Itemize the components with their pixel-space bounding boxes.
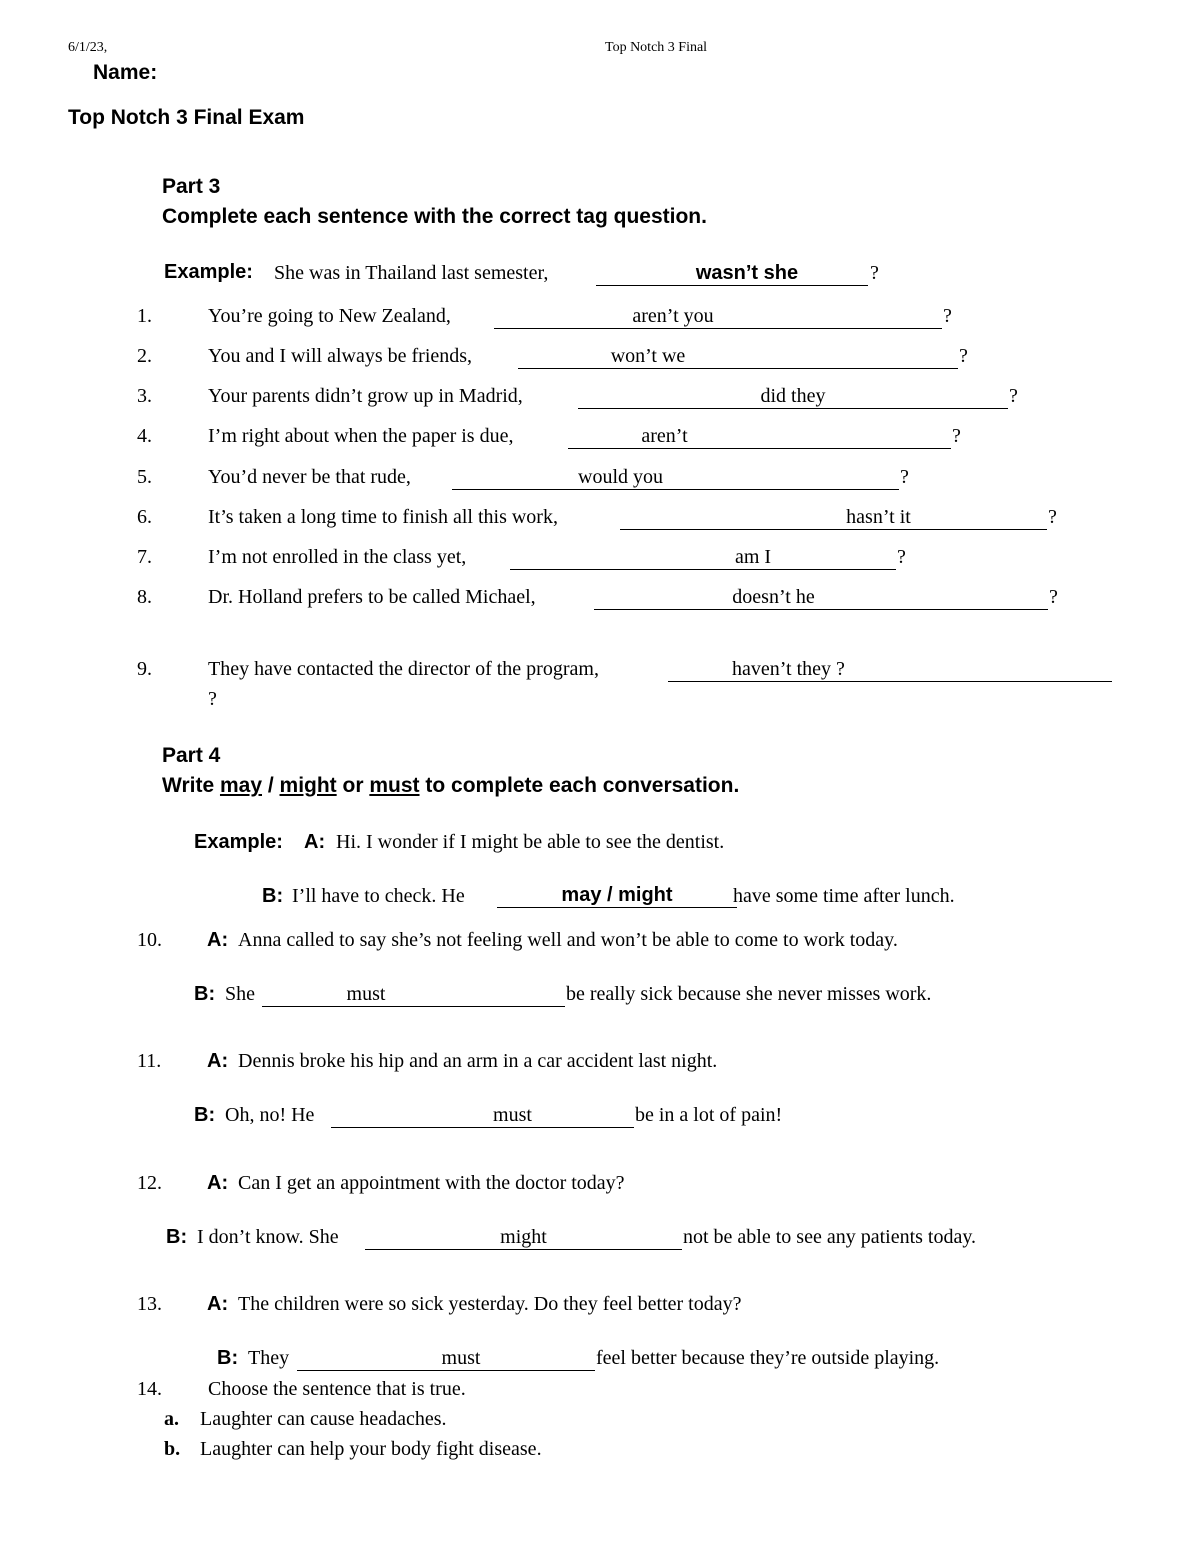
- question-number: 4.: [137, 425, 152, 447]
- answer-blank: [494, 305, 942, 329]
- question-end: ?: [208, 688, 217, 710]
- answer-text: won’t we: [610, 345, 686, 367]
- question-number: 8.: [137, 586, 152, 608]
- speaker-a-label: A:: [207, 1293, 229, 1315]
- question-end: ?: [897, 546, 906, 568]
- answer-text: must: [346, 983, 386, 1005]
- question-number: 6.: [137, 506, 152, 528]
- answer-text: doesn’t he: [732, 586, 815, 608]
- question-text: I’m right about when the paper is due,: [208, 425, 514, 447]
- speaker-b-end: not be able to see any patients today.: [683, 1226, 977, 1248]
- question-number: 2.: [137, 345, 152, 367]
- answer-blank: [331, 1104, 634, 1128]
- answer-text: aren’t you: [632, 305, 714, 327]
- answer-blank: [297, 1347, 595, 1371]
- answer-text: am I: [734, 546, 772, 568]
- answer-blank: [510, 546, 896, 570]
- question-end: ?: [959, 345, 968, 367]
- question-end: ?: [900, 466, 909, 488]
- part4-example-answer-blank: [497, 884, 737, 908]
- part4-example-label: Example:: [194, 831, 283, 853]
- answer-blank: [594, 586, 1048, 610]
- speaker-a-label: A:: [207, 1172, 229, 1194]
- answer-blank: [620, 506, 1047, 530]
- question-end: ?: [1049, 586, 1058, 608]
- answer-blank: [578, 385, 1008, 409]
- answer-text: must: [441, 1347, 481, 1369]
- option-text[interactable]: Laughter can help your body fight disease.: [200, 1438, 542, 1460]
- part3-example-answer: wasn’t she: [695, 262, 799, 284]
- answer-text: would you: [578, 466, 663, 488]
- speaker-b-text: Oh, no! He: [225, 1104, 315, 1126]
- speaker-b-end: feel better because they’re outside playing.: [596, 1347, 940, 1369]
- answer-blank: [262, 983, 565, 1007]
- question-text: I’m not enrolled in the class yet,: [208, 546, 467, 568]
- question-number: 1.: [137, 305, 152, 327]
- question-text: You’re going to New Zealand,: [208, 305, 451, 327]
- answer-text: might: [500, 1226, 547, 1248]
- question-end: ?: [943, 305, 952, 327]
- answer-text: did they: [760, 385, 826, 407]
- speaker-b-label: B:: [217, 1347, 239, 1369]
- speaker-b-text: I don’t know. She: [197, 1226, 339, 1248]
- question-number: 11.: [137, 1050, 162, 1072]
- speaker-a-text: Hi. I wonder if I might be able to see the dentist.: [336, 831, 725, 853]
- part3-heading: Part 3: [162, 175, 221, 198]
- speaker-b-label: B:: [194, 1104, 216, 1126]
- speaker-b-text: She: [225, 983, 255, 1005]
- option-letter: b.: [164, 1438, 181, 1460]
- question-end: ?: [952, 425, 961, 447]
- part3-example-label: Example:: [164, 261, 253, 283]
- question-text: It’s taken a long time to finish all this work,: [208, 506, 558, 528]
- option-text[interactable]: Laughter can cause headaches.: [200, 1408, 447, 1430]
- answer-text: hasn’t it: [846, 506, 911, 528]
- speaker-b-end: have some time after lunch.: [733, 885, 955, 907]
- answer-blank: [668, 658, 1112, 682]
- part4-instruction: Write may / might or must to complete each conversation.: [162, 774, 740, 797]
- answer-text: must: [493, 1104, 532, 1126]
- answer-blank: [365, 1226, 682, 1250]
- question-number: 9.: [137, 658, 152, 680]
- part3-instruction: Complete each sentence with the correct tag question.: [162, 205, 707, 228]
- speaker-b-label: B:: [166, 1226, 188, 1248]
- question-number: 5.: [137, 466, 152, 488]
- option-letter: a.: [164, 1408, 179, 1430]
- question-number: 13.: [137, 1293, 162, 1315]
- speaker-b-end: be in a lot of pain!: [635, 1104, 783, 1126]
- question-end: ?: [1009, 385, 1018, 407]
- answer-blank: [568, 425, 951, 449]
- speaker-b-text: They: [248, 1347, 290, 1369]
- question-text: Dr. Holland prefers to be called Michael,: [208, 586, 536, 608]
- part4-example-answer: may / might: [561, 884, 673, 906]
- speaker-b-end: be really sick because she never misses work.: [566, 983, 932, 1005]
- speaker-a-text: Can I get an appointment with the doctor today?: [238, 1172, 625, 1194]
- question-number: 3.: [137, 385, 152, 407]
- speaker-a-text: Anna called to say she’s not feeling well and won’t be able to come to work today.: [238, 929, 898, 951]
- question-text: You and I will always be friends,: [208, 345, 473, 367]
- question-text: Your parents didn’t grow up in Madrid,: [208, 385, 523, 407]
- question-number: 7.: [137, 546, 152, 568]
- header-title: Top Notch 3 Final: [605, 40, 708, 55]
- part3-example-answer-blank: [596, 262, 868, 286]
- part3-example-end: ?: [870, 262, 879, 284]
- question-text: You’d never be that rude,: [208, 466, 411, 488]
- answer-text: aren’t: [641, 425, 688, 447]
- speaker-a-text: Dennis broke his hip and an arm in a car accident last night.: [238, 1050, 718, 1072]
- speaker-b-label: B:: [194, 983, 216, 1005]
- question-text: Choose the sentence that is true.: [208, 1378, 466, 1400]
- question-number: 14.: [137, 1378, 162, 1400]
- question-end: ?: [1048, 506, 1057, 528]
- part4-heading: Part 4: [162, 744, 221, 767]
- speaker-a-text: The children were so sick yesterday. Do they feel better today?: [238, 1293, 742, 1315]
- speaker-b-text: I’ll have to check. He: [292, 885, 465, 907]
- header-date: 6/1/23,: [68, 40, 108, 55]
- question-number: 10.: [137, 929, 162, 951]
- part3-example-text: She was in Thailand last semester,: [274, 262, 549, 284]
- name-label: Name:: [93, 61, 158, 84]
- answer-blank: [518, 345, 958, 369]
- speaker-a-label: A:: [304, 831, 326, 853]
- answer-text: haven’t they ?: [732, 658, 845, 680]
- speaker-b-label: B:: [262, 885, 284, 907]
- speaker-a-label: A:: [207, 929, 229, 951]
- question-number: 12.: [137, 1172, 162, 1194]
- answer-blank: [452, 466, 899, 490]
- question-text: They have contacted the director of the program,: [208, 658, 599, 680]
- exam-title: Top Notch 3 Final Exam: [68, 106, 305, 129]
- speaker-a-label: A:: [207, 1050, 229, 1072]
